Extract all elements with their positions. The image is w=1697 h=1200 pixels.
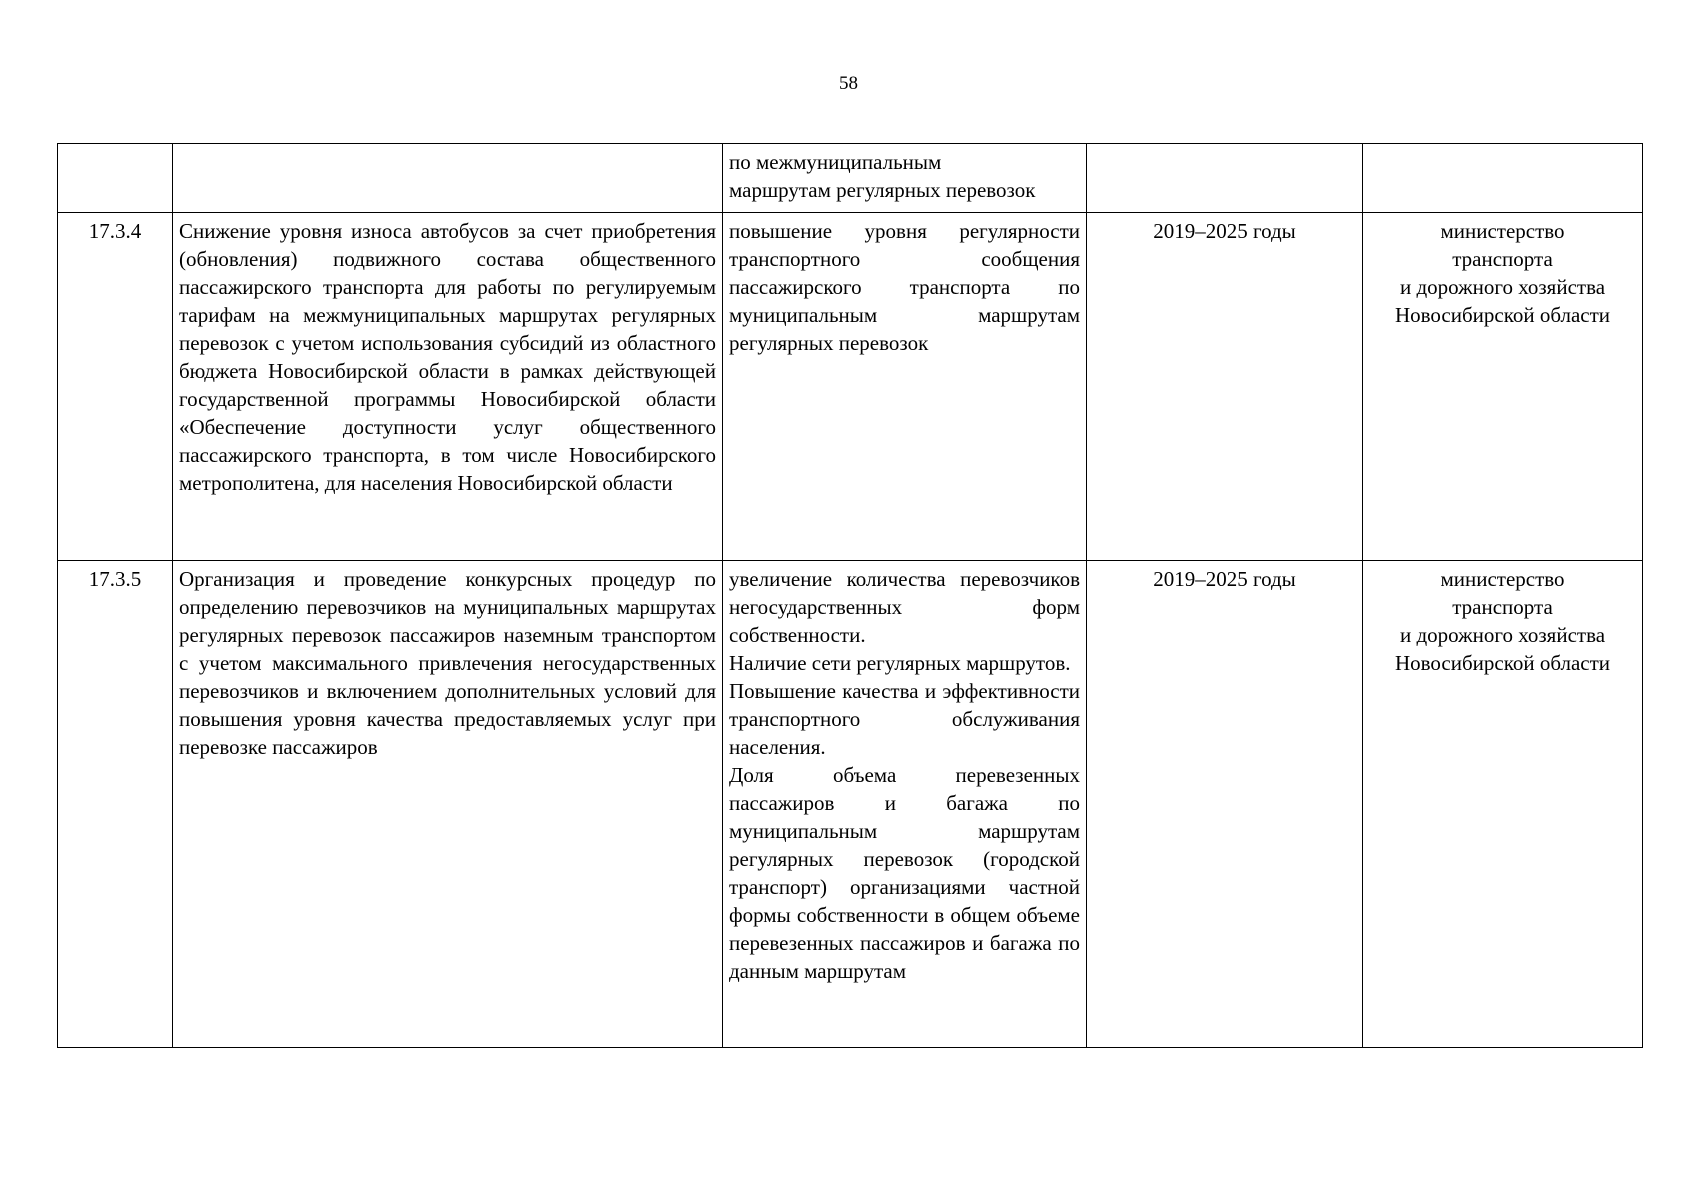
result-cell — [723, 561, 1087, 1048]
row-number: 17.3.4 — [88, 219, 142, 243]
executor-line: министерство — [1440, 219, 1565, 243]
row-number-cell — [58, 213, 173, 561]
measures-table — [57, 143, 1643, 1048]
executor-line: министерство — [1440, 567, 1565, 591]
executor-line: и дорожного хозяйства — [1399, 623, 1606, 647]
row-number-cell — [58, 561, 173, 1048]
measure-cell — [173, 213, 723, 561]
result-line: по межмуниципальным — [729, 150, 942, 174]
row-number-cell — [58, 144, 173, 213]
result-paragraph: увеличение количества перевозчиков негосударственных форм собственности. — [729, 567, 1080, 647]
executor-line: и дорожного хозяйства — [1399, 275, 1606, 299]
executor-cell — [1363, 561, 1643, 1048]
result-paragraph: Доля объема перевезенных пассажиров и багажа по муниципальным маршрутам регулярных перевозок (городской транспорт) организациями частной формы собственности в общем объеме перевезенных пассажиров и багажа по данным маршрутам — [729, 763, 1080, 983]
period-text: 2019–2025 годы — [1153, 219, 1296, 243]
period-cell — [1087, 213, 1363, 561]
table-row — [58, 213, 1643, 561]
executor-cell — [1363, 213, 1643, 561]
result-line: маршрутам регулярных перевозок — [729, 178, 1036, 202]
period-cell — [1087, 561, 1363, 1048]
period-text: 2019–2025 годы — [1153, 567, 1296, 591]
measure-text: Организация и проведение конкурсных процедур по определению перевозчиков на муниципальных маршрутах регулярных перевозок пассажиров наземным транспортом с учетом максимального привлечения негосударственных перевозчиков и включением дополнительных условий для повышения уровня качества предоставляемых услуг при перевозке пассажиров — [179, 567, 716, 759]
period-cell — [1087, 144, 1363, 213]
executor-line: Новосибирской области — [1394, 303, 1611, 327]
executor-line: Новосибирской области — [1394, 651, 1611, 675]
executor-line: транспорта — [1452, 247, 1553, 271]
result-cell — [723, 213, 1087, 561]
result-paragraph: Наличие сети регулярных маршрутов. — [729, 651, 1071, 675]
page-number: 58 — [839, 73, 858, 94]
measure-text: Снижение уровня износа автобусов за счет приобретения (обновления) подвижного состава общественного пассажирского транспорта для работы по регулируемым тарифам на межмуниципальных маршрутах регулярных перевозок с учетом использования субсидий из областного бюджета Новосибирской области в рамках действующей государственной программы Новосибирской области «Обеспечение доступности услуг общественного пассажирского транспорта, в том числе Новосибирского метрополитена, для населения Новосибирской области — [179, 219, 716, 495]
executor-cell — [1363, 144, 1643, 213]
table-row — [58, 144, 1643, 213]
result-paragraph: Повышение качества и эффективности транспортного обслуживания населения. — [729, 679, 1080, 759]
table-row — [58, 561, 1643, 1048]
row-number: 17.3.5 — [88, 567, 142, 591]
executor-line: транспорта — [1452, 595, 1553, 619]
result-cell — [723, 144, 1087, 213]
measure-cell — [173, 144, 723, 213]
result-text: повышение уровня регулярности транспортного сообщения пассажирского транспорта по муниципальным маршрутам регулярных перевозок — [729, 219, 1080, 355]
measure-cell — [173, 561, 723, 1048]
